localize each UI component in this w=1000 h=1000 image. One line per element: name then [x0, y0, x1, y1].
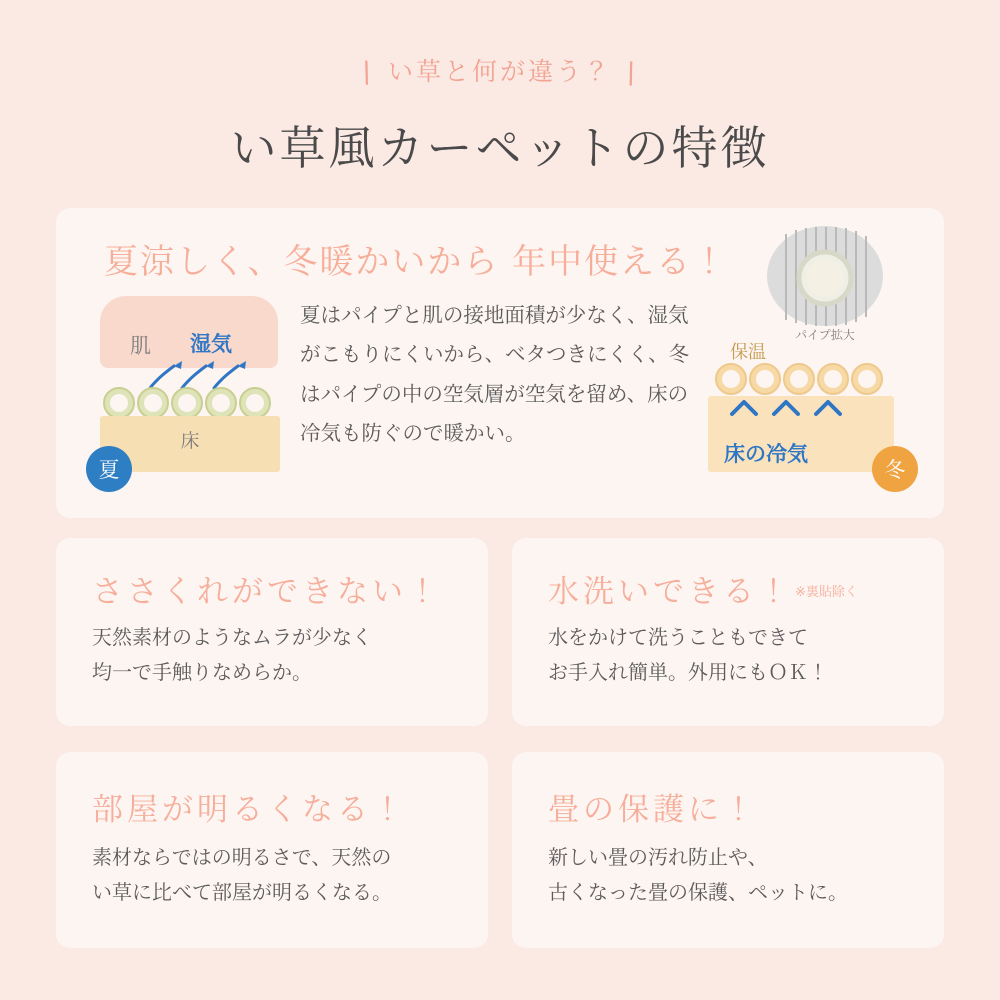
hero-body: 夏はパイプと肌の接地面積が少なく、湿気がこもりにくいから、ベタつきにくく、冬はパイプの中の空気層が空気を留め、床の冷気も防ぐので暖かい。 — [300, 303, 690, 446]
feature-body-line: 古くなった畳の保護、ペットに。 — [548, 880, 848, 904]
slash-right-decoration: / — [621, 54, 643, 91]
pipe-magnifier-icon — [766, 224, 884, 332]
feature-body-line: 新しい畳の汚れ防止や、 — [548, 845, 768, 869]
eyebrow-label: い草と何が違う？ — [387, 57, 612, 86]
humidity-label: 湿気 — [190, 332, 232, 356]
feature-note: ※裏貼除く — [795, 584, 858, 599]
hero-title: 夏涼しく、冬暖かいから 年中使える！ — [104, 242, 729, 282]
feature-body-line: お手入れ簡単。外用にもＯＫ！ — [548, 660, 828, 684]
feature-card-4 — [512, 752, 944, 948]
slash-left-decoration: \ — [357, 54, 379, 91]
feature-card-3 — [56, 752, 488, 948]
feature-body-line: い草に比べて部屋が明るくなる。 — [92, 880, 392, 904]
pipe-cluster-icon — [102, 386, 274, 420]
floor-label: 床 — [180, 430, 200, 452]
feature-card-2 — [512, 538, 944, 726]
magnifier-caption: パイプ拡大 — [795, 328, 855, 342]
feature-title: 畳の保護に！ — [548, 792, 758, 828]
skin-label: 肌 — [130, 334, 151, 358]
winter-season-badge: 冬 — [872, 446, 918, 492]
feature-body-line: 水をかけて洗うこともできて — [548, 625, 808, 649]
summer-pipe-row — [102, 386, 274, 420]
summer-season-badge: 夏 — [86, 446, 132, 492]
cold-air-label: 床の冷気 — [724, 442, 808, 466]
feature-body-line: 素材ならではの明るさで、天然の — [92, 845, 392, 869]
warmth-label: 保温 — [730, 342, 766, 363]
winter-diagram — [700, 338, 900, 490]
feature-body-line: 天然素材のようなムラが少なく — [92, 625, 372, 649]
eyebrow-text — [0, 52, 1000, 89]
feature-title: 水洗いできる！ — [548, 574, 793, 610]
page-title: い草風カーペットの特徴 — [230, 121, 770, 175]
feature-title: 部屋が明るくなる！ — [92, 792, 407, 828]
feature-title: ささくれができない！ — [92, 574, 442, 610]
feature-body-line: 均一で手触りなめらか。 — [92, 660, 312, 684]
feature-card-1 — [56, 538, 488, 726]
